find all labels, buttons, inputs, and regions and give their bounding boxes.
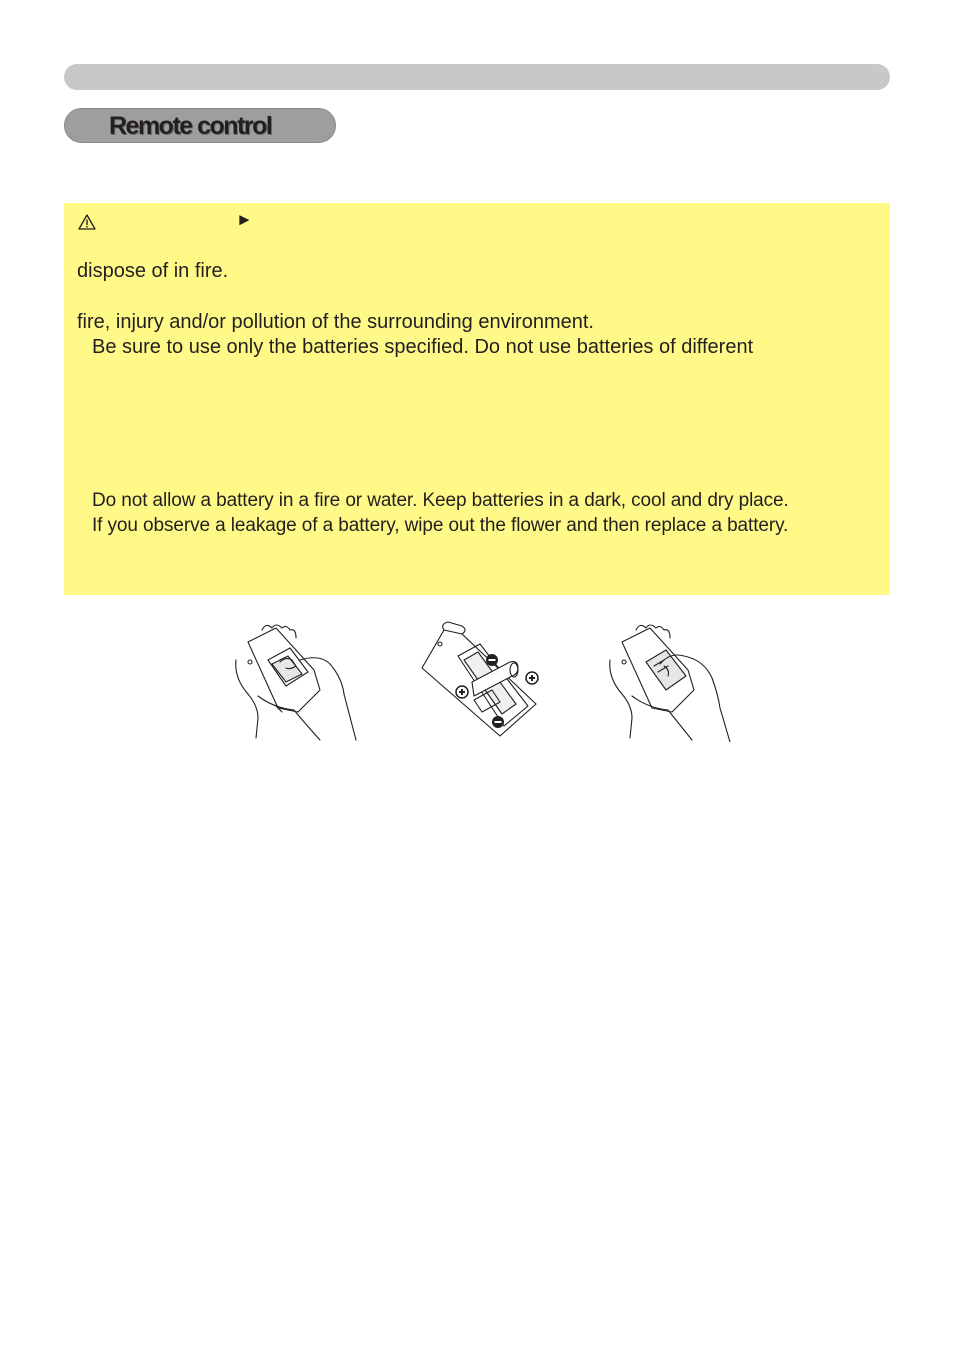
pointer-arrow-icon: ►: [236, 210, 253, 229]
warning-triangle-icon: [78, 214, 96, 230]
section-tab: [64, 108, 336, 143]
caution-line: dispose of in fire.: [77, 260, 229, 282]
caution-line: fire, injury and/or pollution of the surrounding environment.: [77, 311, 594, 333]
caution-line: If you observe a leakage of a battery, wipe out the flower and then replace a battery.: [92, 515, 789, 536]
open-battery-cover-icon: [228, 620, 358, 742]
header-rule-bar: [64, 64, 890, 90]
section-title: Remote control: [109, 112, 272, 140]
caution-line: Do not allow a battery in a fire or water. Keep batteries in a dark, cool and dry place.: [92, 490, 789, 511]
caution-box: [64, 203, 890, 595]
insert-batteries-icon: [414, 620, 544, 742]
close-battery-cover-icon: [604, 620, 734, 742]
caution-line: Be sure to use only the batteries specified. Do not use batteries of different: [92, 336, 754, 358]
